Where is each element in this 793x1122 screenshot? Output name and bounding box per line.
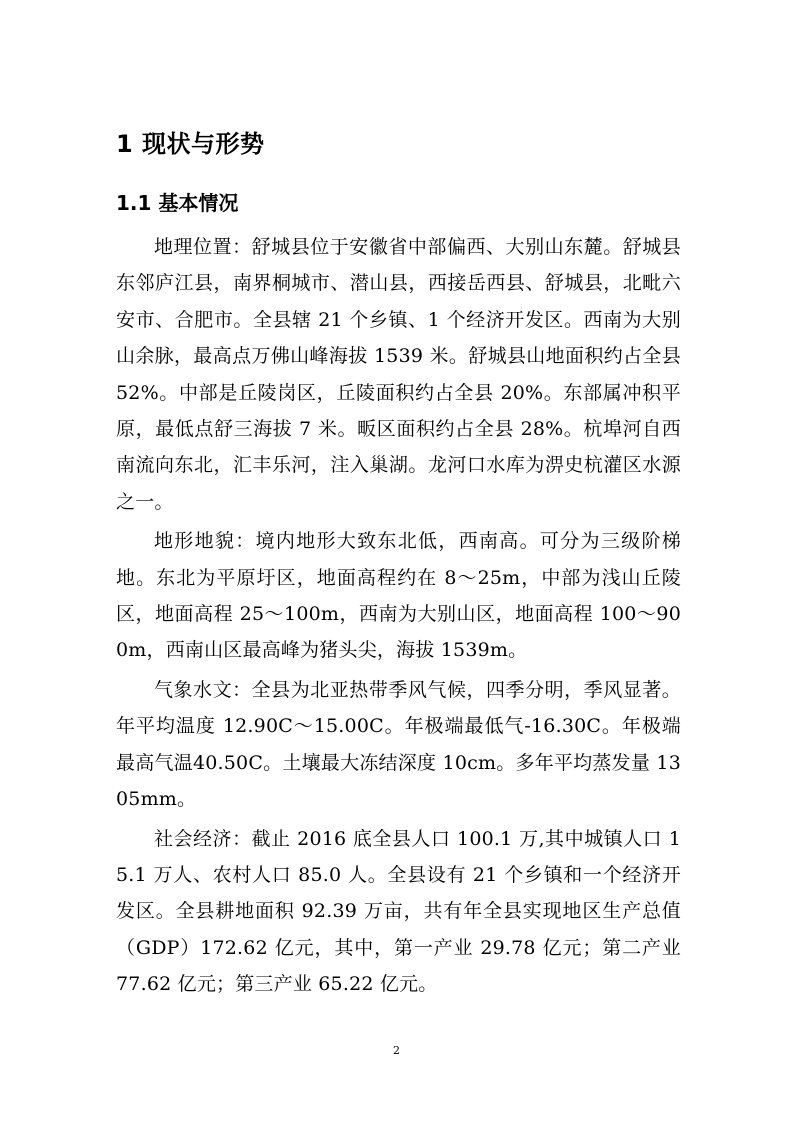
paragraph-economy: 社会经济：截止 2016 底全县人口 100.1 万,其中城镇人口 15.1 万人、农村人口 85.0 人。全县设有 21 个乡镇和一个经济开发区。全县耕地面积 92.39 万亩，共有年全县实现地区生产总值（GDP）172.62 亿元，其中，第一产业 29.78 亿元；第二产业 77.62 亿元；第三产业 65.22 亿元。 — [116, 827, 681, 996]
section-heading: 1.1 基本情况 — [116, 191, 239, 215]
paragraph-terrain: 地形地貌：境内地形大致东北低，西南高。可分为三级阶梯地。东北为平原圩区，地面高程约在 8～25m，中部为浅山丘陵区，地面高程 25～100m，西南为大别山区，地面高程 100～900m，西南山区最高峰为猪头尖，海拔 1539m。 — [116, 530, 681, 662]
page-number: 2 — [393, 1044, 400, 1057]
chapter-heading: 1 现状与形势 — [116, 130, 265, 158]
paragraph-geography: 地理位置：舒城县位于安徽省中部偏西、大别山东麓。舒城县东邻庐江县，南界桐城市、潜山县，西接岳西县、舒城县，北毗六安市、合肥市。全县辖 21 个乡镇、1 个经济开发区。西南为大别山余脉，最高点万佛山峰海拔 1539 米。舒城县山地面积约占全县 52%。中部是丘陵岗区，丘陵面积约占全县 20%。东部属冲积平原，最低点舒三海拔 7 米。畈区面积约占全县 28%。杭埠河自西南流向东北，汇丰乐河，注入巢湖。龙河口水库为淠史杭灌区水源之一。 — [116, 236, 681, 513]
paragraph-climate: 气象水文：全县为北亚热带季风气候，四季分明，季风显著。年平均温度 12.90C～15.00C。年极端最低气-16.30C。年极端最高气温40.50C。土壤最大冻结深度 10cm。多年平均蒸发量 1305mm。 — [116, 678, 681, 811]
body-text — [116, 229, 681, 1003]
